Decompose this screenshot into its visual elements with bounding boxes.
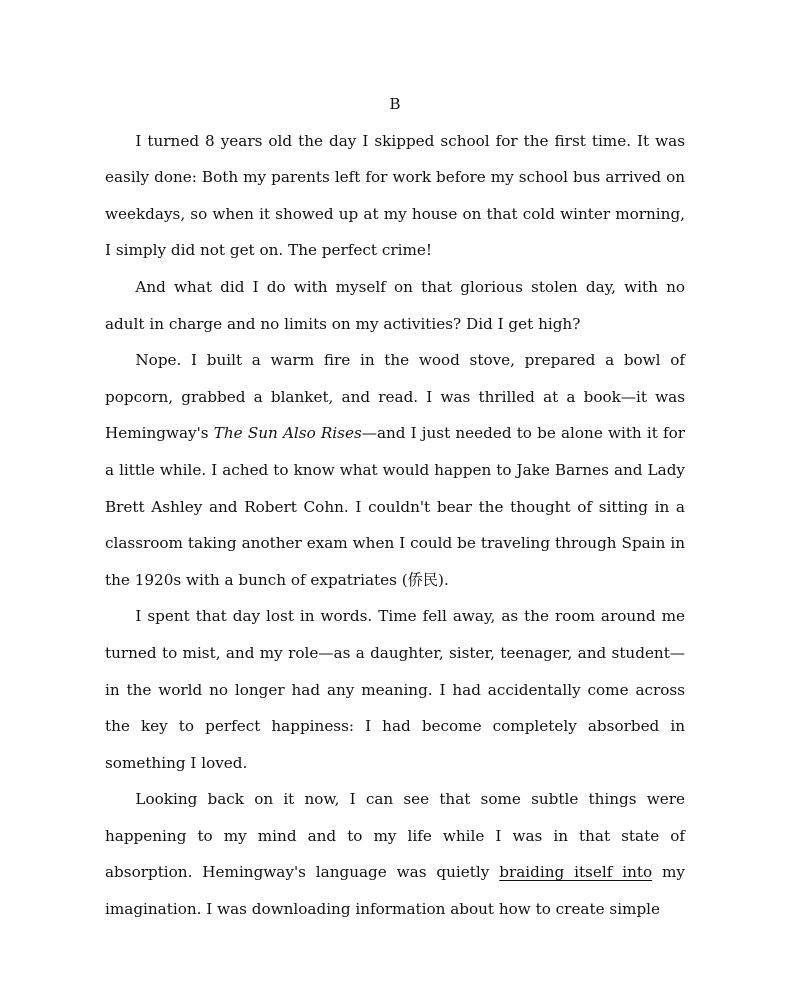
paragraph-3-after: —and I just needed to be alone with it for a little while. I ached to know what would happen to Jake Barnes and Lady Brett Ashley and Robert Cohn. I couldn't bear the thought of sitting in a classroom taking another exam when I could be traveling through Spain in the 1920s with a bunch of expatriates (侨民).: [105, 424, 686, 589]
underlined-phrase: braiding itself into: [499, 863, 653, 882]
book-title: The Sun Also Rises: [213, 424, 362, 443]
document-page: [105, 86, 685, 928]
paragraph-4: I spent that day lost in words. Time fell away, as the room around me turned to mist, and my role—as a daughter, sister, teenager, and student—in the world no longer had any meaning. I had accidentally come across the key to perfect happiness: I had become completely absorbed in something I loved.: [105, 607, 685, 772]
paragraph-2: And what did I do with myself on that glorious stolen day, with no adult in charge and no limits on my activities? Did I get high?: [105, 277, 685, 333]
paragraph-5-after: my imagination. I was downloading information about how to create simple: [105, 863, 685, 919]
paragraph-5: [105, 781, 685, 927]
paragraph-5-before: Looking back on it now, I can see that some subtle things were happening to my mind and to my life while I was in that state of absorption. Hemingway's language was quietly: [105, 790, 685, 882]
section-heading: B: [389, 95, 401, 113]
paragraph-3-before: Nope. I built a warm fire in the wood stove, prepared a bowl of popcorn, grabbed a blanket, and read. I was thrilled at a book—it was Hemingway's: [105, 351, 685, 443]
paragraph-1: I turned 8 years old the day I skipped school for the first time. It was easily done: Both my parents left for work before my school bus arrived on weekdays, so when it showed up at my house on that cold winter morning, I simply did not get on. The perfect crime!: [105, 131, 685, 260]
paragraph-3: [105, 342, 685, 598]
